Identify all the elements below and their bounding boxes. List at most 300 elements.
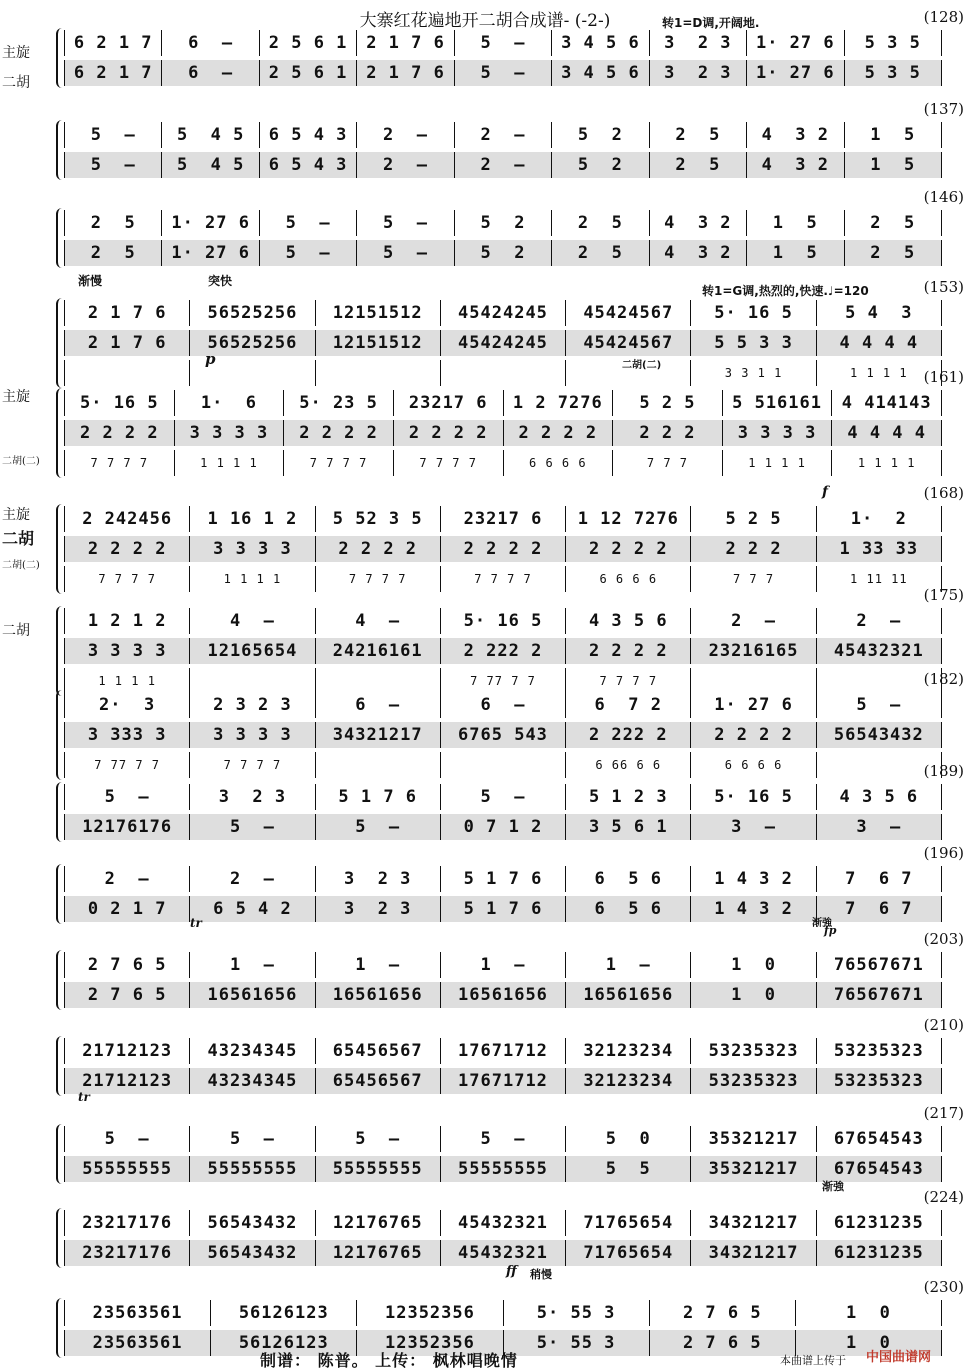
measure: 6 66 6 6 bbox=[566, 752, 691, 778]
measure: 23217176 bbox=[64, 1240, 190, 1266]
footer-credits: 制谱： 陈普。 上传： 枫林唱晚情 bbox=[260, 1351, 518, 1370]
measure-number: (146) bbox=[923, 188, 964, 206]
measure: 67654543 bbox=[817, 1126, 942, 1152]
measure: 1· 27 6 bbox=[162, 210, 259, 236]
measure: 5 – bbox=[817, 692, 942, 718]
measure bbox=[316, 360, 441, 386]
measure: 65456567 bbox=[316, 1038, 441, 1064]
measure: 7 77 7 7 bbox=[64, 752, 190, 778]
measure: 45424245 bbox=[441, 330, 566, 356]
measure: 1 1 1 1 bbox=[190, 566, 315, 592]
staff-line bbox=[64, 450, 942, 476]
measure: 3 3 3 3 bbox=[723, 420, 833, 446]
measure: 5 4 3 bbox=[817, 300, 942, 326]
fortissimo-mark: ff bbox=[506, 1264, 517, 1279]
trill-mark-2: tr bbox=[78, 1090, 90, 1104]
label-erhu2-1: 二胡(二) bbox=[2, 456, 40, 467]
measure: 1 5 bbox=[845, 122, 942, 148]
staff-line bbox=[64, 982, 942, 1008]
measure: 23563561 bbox=[64, 1300, 211, 1326]
measure: 2 2 2 2 bbox=[691, 722, 816, 748]
measure bbox=[64, 360, 190, 386]
label-erhu2-2: 二胡(二) bbox=[2, 560, 40, 571]
measure: 1 5 bbox=[747, 240, 844, 266]
measure: 2 – bbox=[691, 608, 816, 634]
staff-line bbox=[64, 1126, 942, 1152]
staff-line bbox=[64, 122, 942, 148]
measure: 43234345 bbox=[190, 1068, 315, 1094]
measure: 34321217 bbox=[691, 1240, 816, 1266]
measure: 43234345 bbox=[190, 1038, 315, 1064]
measure: 5 – bbox=[357, 210, 454, 236]
measure: 2 1 7 6 bbox=[64, 330, 190, 356]
measure: 5· 23 5 bbox=[284, 390, 394, 416]
measure: 2 242456 bbox=[64, 506, 190, 532]
measure: 53235323 bbox=[691, 1068, 816, 1094]
label-zhuxuan-2: 主旋 bbox=[2, 389, 30, 405]
measure: 5· 16 5 bbox=[691, 784, 816, 810]
system-brace bbox=[56, 606, 64, 696]
measure bbox=[190, 668, 315, 694]
measure: 3 333 3 bbox=[64, 722, 190, 748]
measure: 1 – bbox=[441, 952, 566, 978]
measure: 3 – bbox=[691, 814, 816, 840]
measure: 6 5 6 bbox=[566, 896, 691, 922]
measure: 5· 55 3 bbox=[504, 1300, 650, 1326]
measure: 6 – bbox=[162, 60, 259, 86]
measure: 7 6 7 bbox=[817, 866, 942, 892]
measure: 3 4 5 6 bbox=[552, 60, 649, 86]
measure: 7 7 7 7 bbox=[441, 566, 566, 592]
measure: 7 7 7 7 bbox=[566, 668, 691, 694]
measure: 2 1 7 6 bbox=[357, 60, 454, 86]
measure: 5 2 5 bbox=[613, 390, 723, 416]
system-brace bbox=[56, 1124, 64, 1184]
measure: 5 – bbox=[190, 1126, 315, 1152]
measure: 45424245 bbox=[441, 300, 566, 326]
measure: 4 3 2 bbox=[747, 152, 844, 178]
measure: 1 1 1 1 bbox=[64, 668, 190, 694]
measure: 2 2 2 bbox=[613, 420, 723, 446]
measure: 1 1 1 1 bbox=[817, 360, 942, 386]
measure: 4 3 2 bbox=[650, 210, 747, 236]
measure: 1 5 bbox=[747, 210, 844, 236]
staff-line bbox=[64, 668, 942, 694]
label-erhu-1: 二胡 bbox=[2, 75, 30, 91]
staff-line bbox=[64, 638, 942, 664]
measure-number: (203) bbox=[923, 930, 964, 948]
measure: 5 – bbox=[441, 784, 566, 810]
measure: 1· 27 6 bbox=[162, 240, 259, 266]
measure-number: (224) bbox=[923, 1188, 964, 1206]
measure: 6 5 4 3 bbox=[260, 152, 357, 178]
staff-line bbox=[64, 814, 942, 840]
measure: 5 3 5 bbox=[845, 30, 942, 56]
measure: 2 7 6 5 bbox=[650, 1300, 796, 1326]
measure: 3 2 3 bbox=[316, 866, 441, 892]
measure: 2 5 bbox=[845, 240, 942, 266]
label-erhu-3: 二胡 bbox=[2, 623, 30, 639]
score-title: 大寨红花遍地开二胡合成谱- (-2-) bbox=[359, 11, 611, 31]
measure: 2 7 6 5 bbox=[64, 952, 190, 978]
measure: 3 2 3 bbox=[316, 896, 441, 922]
measure: 5 – bbox=[357, 240, 454, 266]
measure: 3 3 3 3 bbox=[190, 536, 315, 562]
staff-line bbox=[64, 722, 942, 748]
staff-line bbox=[64, 1300, 942, 1326]
staff-line bbox=[64, 300, 942, 326]
measure: 5 1 7 6 bbox=[316, 784, 441, 810]
site-logo: 中国曲谱网 bbox=[866, 1350, 932, 1365]
measure: 5· 16 5 bbox=[64, 390, 175, 416]
measure: 12165654 bbox=[190, 638, 315, 664]
measure: 7 7 7 7 bbox=[284, 450, 394, 476]
staff-line bbox=[64, 390, 942, 416]
measure: 34321217 bbox=[316, 722, 441, 748]
measure-number: (153) bbox=[923, 278, 964, 296]
measure: 5 4 5 bbox=[162, 152, 259, 178]
measure: 6 5 4 3 bbox=[260, 122, 357, 148]
measure: 5 – bbox=[316, 814, 441, 840]
measure: 35321217 bbox=[691, 1126, 816, 1152]
measure: 7 7 7 bbox=[691, 566, 816, 592]
measure: 5 – bbox=[455, 60, 552, 86]
measure: 2 – bbox=[817, 608, 942, 634]
measure: 2 – bbox=[190, 866, 315, 892]
measure: 71765654 bbox=[566, 1240, 691, 1266]
measure-number: (161) bbox=[923, 368, 964, 386]
measure: 21712123 bbox=[64, 1038, 190, 1064]
measure: 1 5 bbox=[845, 152, 942, 178]
system-brace bbox=[56, 1208, 64, 1268]
measure: 1 33 33 bbox=[817, 536, 942, 562]
measure: 2 3 2 3 bbox=[190, 692, 315, 718]
measure: 5 – bbox=[441, 1126, 566, 1152]
measure: 2 222 2 bbox=[441, 638, 566, 664]
measure: 5 5 3 3 bbox=[691, 330, 816, 356]
system-brace bbox=[56, 298, 64, 388]
measure: 5 2 bbox=[455, 240, 552, 266]
measure: 1· 27 6 bbox=[747, 30, 844, 56]
measure: 6 6 6 6 bbox=[566, 566, 691, 592]
measure: 7 7 7 bbox=[613, 450, 723, 476]
measure: 1 16 1 2 bbox=[190, 506, 315, 532]
measure: 1· 27 6 bbox=[691, 692, 816, 718]
staff-line bbox=[64, 952, 942, 978]
measure: 5 2 5 bbox=[691, 506, 816, 532]
key-change-g: 转1=G调,热烈的,快速.♩=120 bbox=[702, 284, 869, 298]
measure: 5 – bbox=[316, 1126, 441, 1152]
shaoman-mark: 稍慢 bbox=[530, 1268, 552, 1281]
measure: 3 2 3 bbox=[650, 60, 747, 86]
measure: 2 5 bbox=[650, 122, 747, 148]
system-brace bbox=[56, 950, 64, 1010]
measure-number: (137) bbox=[923, 100, 964, 118]
measure: 2 2 2 2 bbox=[566, 638, 691, 664]
measure: 16561656 bbox=[441, 982, 566, 1008]
jianqiang-mark-2: 渐強 bbox=[822, 1180, 844, 1193]
fp-mark: fp bbox=[824, 924, 837, 937]
measure: 3 2 3 bbox=[190, 784, 315, 810]
measure: 3 3 3 3 bbox=[190, 722, 315, 748]
measure: 5 2 bbox=[552, 122, 649, 148]
staff-line bbox=[64, 420, 942, 446]
label-zhuxuan-3: 主旋 bbox=[2, 507, 30, 523]
measure: 7 7 7 7 bbox=[394, 450, 504, 476]
measure: 2 – bbox=[357, 152, 454, 178]
measure: 56126123 bbox=[211, 1300, 357, 1326]
measure: 3 2 3 bbox=[650, 30, 747, 56]
measure: 5 – bbox=[260, 210, 357, 236]
measure-number: (168) bbox=[923, 484, 964, 502]
measure: 5· 16 5 bbox=[441, 608, 566, 634]
measure: 4 3 2 bbox=[747, 122, 844, 148]
measure: 16561656 bbox=[566, 982, 691, 1008]
measure: 3 5 6 1 bbox=[566, 814, 691, 840]
measure: 1 11 11 bbox=[817, 566, 942, 592]
measure: 55555555 bbox=[64, 1156, 190, 1182]
measure: 1 2 1 2 bbox=[64, 608, 190, 634]
measure: 6 2 1 7 bbox=[64, 60, 162, 86]
system-brace bbox=[56, 1298, 64, 1358]
measure bbox=[316, 668, 441, 694]
system-brace bbox=[56, 28, 64, 88]
measure: 45424567 bbox=[566, 330, 691, 356]
measure-number: (230) bbox=[923, 1278, 964, 1296]
measure: 55555555 bbox=[441, 1156, 566, 1182]
measure: 1 0 bbox=[691, 982, 816, 1008]
staff-line bbox=[64, 566, 942, 592]
measure: 5 – bbox=[190, 814, 315, 840]
measure: 45432321 bbox=[441, 1240, 566, 1266]
measure: 32123234 bbox=[566, 1068, 691, 1094]
measure: 6 2 1 7 bbox=[64, 30, 162, 56]
measure: 12176176 bbox=[64, 814, 190, 840]
measure: 2 – bbox=[64, 866, 190, 892]
measure: 5 – bbox=[455, 30, 552, 56]
measure: 67654543 bbox=[817, 1156, 942, 1182]
measure: 2 2 2 2 bbox=[394, 420, 504, 446]
measure: 1· 27 6 bbox=[747, 60, 844, 86]
measure: 2 – bbox=[455, 122, 552, 148]
measure: 2 – bbox=[357, 122, 454, 148]
measure: 2 5 6 1 bbox=[260, 30, 357, 56]
measure: 6 5 6 bbox=[566, 866, 691, 892]
measure: 5 – bbox=[64, 784, 190, 810]
jianman-mark: 渐慢 bbox=[78, 274, 103, 288]
staff-line bbox=[64, 240, 942, 266]
measure bbox=[691, 668, 816, 694]
measure: 1 – bbox=[316, 952, 441, 978]
measure: 4 4 4 4 bbox=[832, 420, 942, 446]
system-brace bbox=[56, 782, 64, 842]
staff-line bbox=[64, 30, 942, 56]
measure: 23217 6 bbox=[441, 506, 566, 532]
measure-number: (196) bbox=[923, 844, 964, 862]
measure: 4 3 5 6 bbox=[817, 784, 942, 810]
measure: 2 5 6 1 bbox=[260, 60, 357, 86]
measure: 2 2 2 2 bbox=[504, 420, 614, 446]
measure: 1· 6 bbox=[175, 390, 285, 416]
measure: 5 2 bbox=[552, 152, 649, 178]
measure: 4 3 5 6 bbox=[566, 608, 691, 634]
staff-line bbox=[64, 506, 942, 532]
staff-line bbox=[64, 784, 942, 810]
measure: 56126123 bbox=[211, 1330, 357, 1356]
measure: 65456567 bbox=[316, 1068, 441, 1094]
measure: 5 2 bbox=[455, 210, 552, 236]
measure: 1 0 bbox=[796, 1300, 942, 1326]
label-zhuxuan-1: 主旋 bbox=[2, 45, 30, 61]
measure: 24216161 bbox=[316, 638, 441, 664]
system-brace bbox=[56, 504, 64, 594]
measure: 1 1 1 1 bbox=[723, 450, 833, 476]
measure: 7 7 7 7 bbox=[64, 566, 190, 592]
measure: 34321217 bbox=[691, 1210, 816, 1236]
measure: 1 1 1 1 bbox=[175, 450, 285, 476]
measure: 56543432 bbox=[190, 1240, 315, 1266]
measure bbox=[441, 360, 566, 386]
measure: 5 4 5 bbox=[162, 122, 259, 148]
staff-line bbox=[64, 608, 942, 634]
measure: 45432321 bbox=[817, 638, 942, 664]
jianqiang-mark-1: 渐強 bbox=[812, 918, 832, 929]
measure: 1 0 bbox=[691, 952, 816, 978]
measure: 45432321 bbox=[441, 1210, 566, 1236]
tukuai-mark: 突快 bbox=[208, 274, 233, 288]
measure: 53235323 bbox=[817, 1038, 942, 1064]
measure bbox=[441, 752, 566, 778]
staff-line bbox=[64, 1240, 942, 1266]
measure: 7 7 7 7 bbox=[190, 752, 315, 778]
measure: 5 516161 bbox=[723, 390, 833, 416]
measure: 61231235 bbox=[817, 1210, 942, 1236]
measure: 2 2 2 2 bbox=[64, 536, 190, 562]
measure: 6 5 4 2 bbox=[190, 896, 315, 922]
measure: 4 4 4 4 bbox=[817, 330, 942, 356]
measure: 2 222 2 bbox=[566, 722, 691, 748]
measure: 4 414143 bbox=[832, 390, 942, 416]
measure: 3 3 1 1 bbox=[691, 360, 816, 386]
measure: 7 6 7 bbox=[817, 896, 942, 922]
label-erhu-2: 二胡 bbox=[2, 529, 35, 548]
measure: 2 2 2 2 bbox=[284, 420, 394, 446]
measure: 71765654 bbox=[566, 1210, 691, 1236]
measure: 61231235 bbox=[817, 1240, 942, 1266]
staff-line bbox=[64, 536, 942, 562]
measure: 1 12 7276 bbox=[566, 506, 691, 532]
measure: 1· 2 bbox=[817, 506, 942, 532]
measure: 5 5 bbox=[566, 1156, 691, 1182]
measure: 12352356 bbox=[357, 1300, 503, 1326]
measure: 45424567 bbox=[566, 300, 691, 326]
measure: 12151512 bbox=[316, 330, 441, 356]
system-brace bbox=[56, 388, 64, 478]
measure: 6765 543 bbox=[441, 722, 566, 748]
staff-line bbox=[64, 866, 942, 892]
measure: 2 – bbox=[455, 152, 552, 178]
measure: 5 – bbox=[64, 1126, 190, 1152]
piano-mark: p bbox=[205, 350, 216, 368]
measure: 2 5 bbox=[845, 210, 942, 236]
measure: 53235323 bbox=[817, 1068, 942, 1094]
measure: 5 – bbox=[64, 122, 162, 148]
measure-number: (189) bbox=[923, 762, 964, 780]
measure: 17671712 bbox=[441, 1038, 566, 1064]
measure bbox=[316, 752, 441, 778]
measure: 53235323 bbox=[691, 1038, 816, 1064]
staff-line bbox=[64, 360, 942, 386]
system-brace bbox=[56, 864, 64, 924]
staff-line bbox=[64, 1038, 942, 1064]
measure: 5 3 5 bbox=[845, 60, 942, 86]
system-brace bbox=[56, 208, 64, 268]
measure-number: (182) bbox=[923, 670, 964, 688]
measure: 6 – bbox=[316, 692, 441, 718]
staff-line bbox=[64, 210, 942, 236]
measure: 2· 3 bbox=[64, 692, 190, 718]
staff-line bbox=[64, 60, 942, 86]
measure: 21712123 bbox=[64, 1068, 190, 1094]
measure: 5 1 7 6 bbox=[441, 866, 566, 892]
measure: 4 – bbox=[190, 608, 315, 634]
measure: 1 0 bbox=[796, 1330, 942, 1356]
measure: 2 7 6 5 bbox=[64, 982, 190, 1008]
measure: 2 2 2 2 bbox=[441, 536, 566, 562]
measure: 12176765 bbox=[316, 1210, 441, 1236]
measure: 1 – bbox=[190, 952, 315, 978]
measure: 17671712 bbox=[441, 1068, 566, 1094]
measure: 1 – bbox=[566, 952, 691, 978]
measure: 0 7 1 2 bbox=[441, 814, 566, 840]
measure: 2 7 6 5 bbox=[650, 1330, 796, 1356]
measure: 6 – bbox=[441, 692, 566, 718]
staff-line bbox=[64, 1210, 942, 1236]
measure: 3 – bbox=[817, 814, 942, 840]
measure: 2 5 bbox=[650, 152, 747, 178]
measure: 55555555 bbox=[316, 1156, 441, 1182]
measure: 2 5 bbox=[64, 240, 162, 266]
measure: 2 2 2 2 bbox=[316, 536, 441, 562]
measure: 1 4 3 2 bbox=[691, 896, 816, 922]
measure: 56543432 bbox=[817, 722, 942, 748]
measure: 3 3 3 3 bbox=[64, 638, 190, 664]
measure-number: (217) bbox=[923, 1104, 964, 1122]
measure: 3 4 5 6 bbox=[552, 30, 649, 56]
measure: 12151512 bbox=[316, 300, 441, 326]
measure: 23563561 bbox=[64, 1330, 211, 1356]
measure: 32123234 bbox=[566, 1038, 691, 1064]
measure: 16561656 bbox=[316, 982, 441, 1008]
staff-line bbox=[64, 692, 942, 718]
staff-line bbox=[64, 752, 942, 778]
measure: 2 1 7 6 bbox=[357, 30, 454, 56]
measure-number: (210) bbox=[923, 1016, 964, 1034]
measure: 12176765 bbox=[316, 1240, 441, 1266]
measure: 7 7 7 7 bbox=[316, 566, 441, 592]
measure: 1 4 3 2 bbox=[691, 866, 816, 892]
staff-line bbox=[64, 152, 942, 178]
measure: 1 2 7276 bbox=[504, 390, 614, 416]
measure: 6 6 6 6 bbox=[691, 752, 816, 778]
measure: 1 1 1 1 bbox=[832, 450, 942, 476]
measure: 2 2 2 bbox=[691, 536, 816, 562]
staff-line bbox=[64, 330, 942, 356]
measure: 2 1 7 6 bbox=[64, 300, 190, 326]
system-brace bbox=[56, 120, 64, 180]
measure: 56525256 bbox=[190, 330, 315, 356]
measure: 5· 16 5 bbox=[691, 300, 816, 326]
